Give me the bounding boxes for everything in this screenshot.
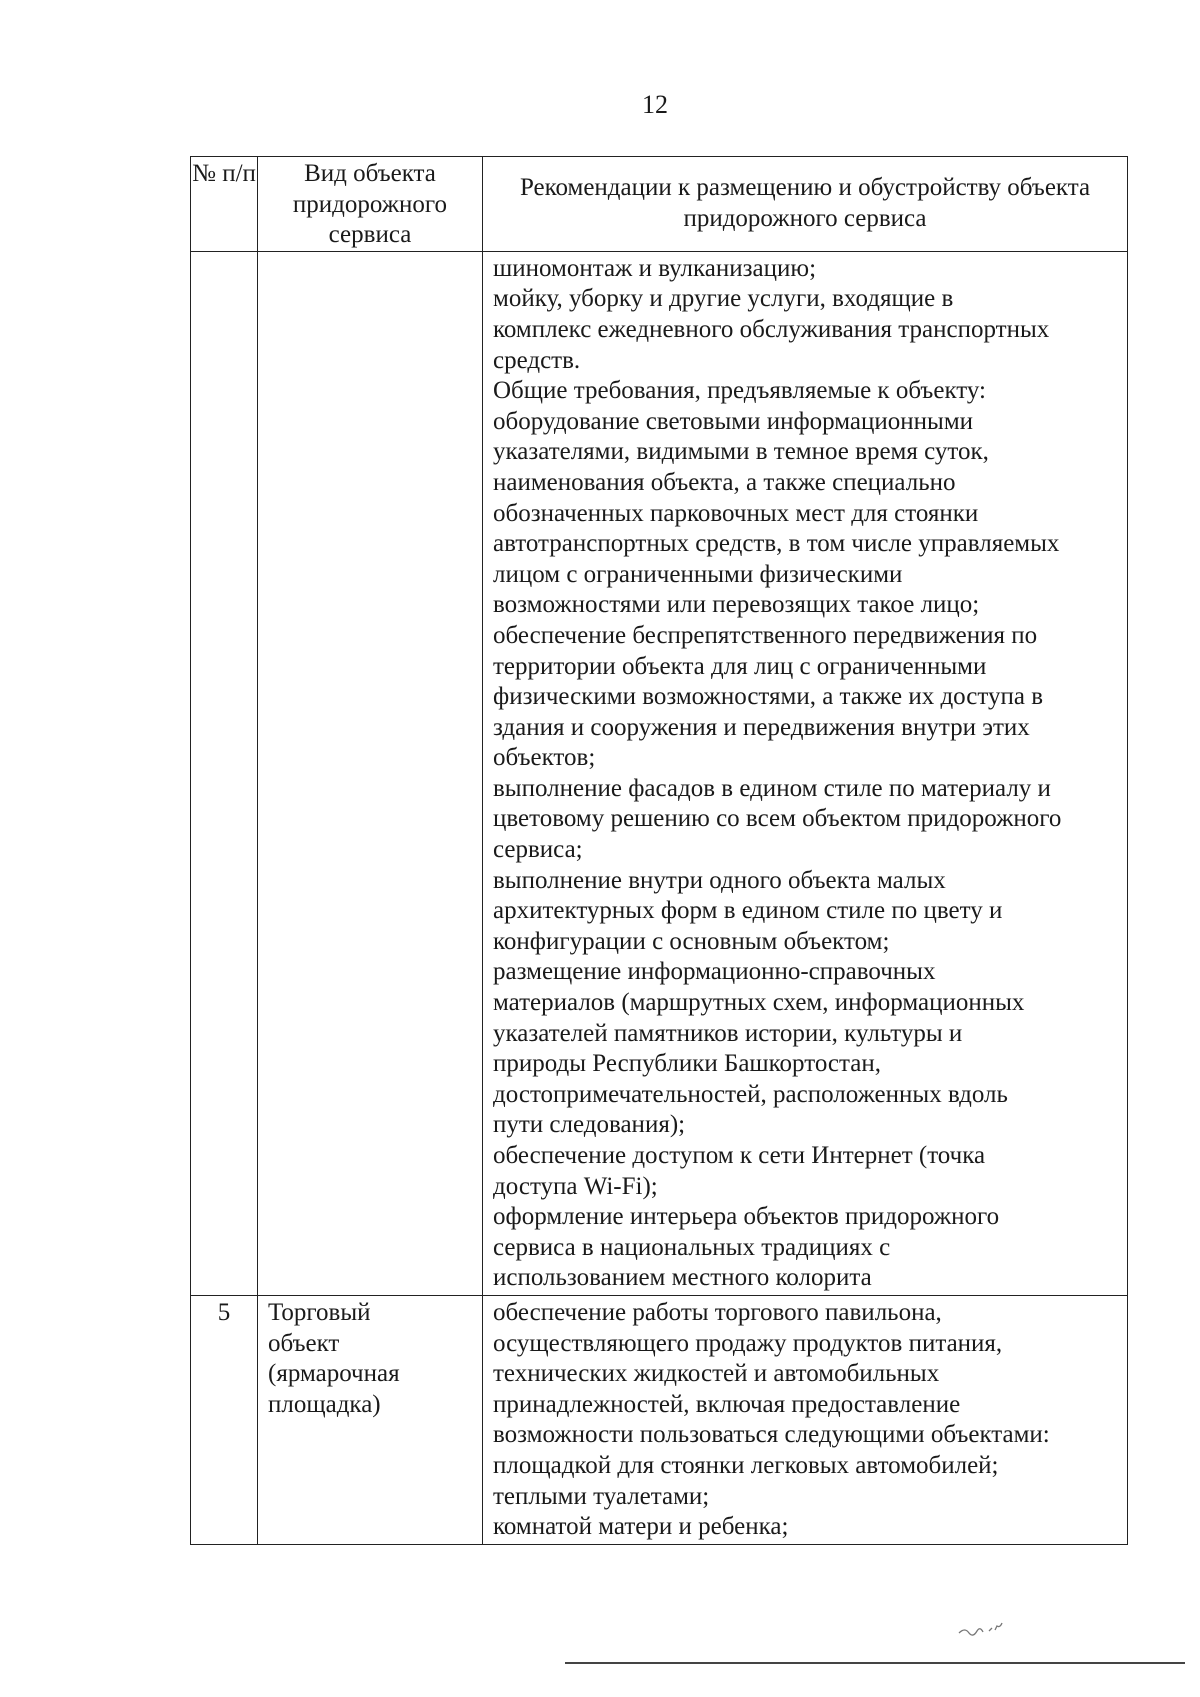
text-line: Торговый: [268, 1298, 371, 1326]
text-line: достопримечательностей, расположенных вдоль: [493, 1080, 1008, 1108]
text-line: выполнение фасадов в едином стиле по материалу и: [493, 774, 1051, 802]
text-line: архитектурных форм в едином стиле по цвету и: [493, 897, 1003, 925]
text-line: площадка): [268, 1390, 381, 1418]
text-line: физическими возможностями, а также их доступа в: [493, 683, 1044, 711]
text-line: (ярмарочная: [268, 1360, 400, 1388]
text-line: здания и сооружения и передвижения внутри этих: [493, 713, 1030, 741]
text-line: объектов;: [493, 744, 596, 772]
row-object-type: [258, 251, 483, 1295]
text-line: осуществляющего продажу продуктов питания,: [493, 1329, 1003, 1357]
text-line: возможности пользоваться следующими объектами:: [493, 1421, 1050, 1449]
text-line: указателями, видимыми в темное время суток,: [493, 438, 989, 466]
text-line: технических жидкостей и автомобильных: [493, 1360, 940, 1388]
page-number: 12: [642, 90, 668, 119]
text-line: мойку, уборку и другие услуги, входящие в: [493, 285, 954, 313]
text-line: использованием местного колорита: [493, 1264, 872, 1292]
text-line: конфигурации с основным объектом;: [493, 927, 890, 955]
text-line: возможностями или перевозящих такое лицо;: [493, 591, 980, 619]
ink-mark-icon: [955, 1615, 1015, 1640]
table-row: [191, 251, 1128, 1295]
text-line: цветовому решению со всем объектом придорожного: [493, 805, 1062, 833]
text-line: оформление интерьера объектов придорожного: [493, 1203, 1000, 1231]
text-line: природы Республики Башкортостан,: [493, 1050, 881, 1078]
text-line: материалов (маршрутных схем, информационных: [493, 989, 1025, 1017]
text-line: площадкой для стоянки легковых автомобилей;: [493, 1451, 999, 1479]
text-line: комнатой матери и ребенка;: [493, 1513, 789, 1541]
table-row: [191, 1295, 1128, 1544]
text-line: указателей памятников истории, культуры и: [493, 1019, 963, 1047]
text-line: объект: [268, 1329, 340, 1357]
text-line: обеспечение беспрепятственного передвижения по: [493, 621, 1038, 649]
text-line: шиномонтаж и вулканизацию;: [493, 254, 817, 282]
text-line: оборудование световыми информационными: [493, 407, 974, 435]
row-recommendations: [483, 251, 1128, 1295]
text-line: принадлежностей, включая предоставление: [493, 1390, 961, 1418]
header-object-type: Вид объекта придорожного сервиса: [258, 157, 483, 252]
text-line: теплыми туалетами;: [493, 1482, 710, 1510]
row-number: [191, 251, 258, 1295]
text-line: Общие требования, предъявляемые к объекту:: [493, 377, 986, 405]
row-number: 5: [191, 1295, 258, 1544]
table-header-row: [191, 157, 1128, 252]
text-line: лицом с ограниченными физическими: [493, 560, 903, 588]
text-line: доступа Wi-Fi);: [493, 1172, 658, 1200]
service-recommendations-table: [190, 156, 1128, 1545]
text-line: комплекс ежедневного обслуживания транспортных: [493, 315, 1050, 343]
text-line: пути следования);: [493, 1111, 686, 1139]
text-line: средств.: [493, 346, 581, 374]
text-line: обозначенных парковочных мест для стоянки: [493, 499, 979, 527]
text-line: наименования объекта, а также специально: [493, 468, 956, 496]
footer-rule: [565, 1662, 1185, 1664]
text-line: автотранспортных средств, в том числе управляемых: [493, 530, 1060, 558]
text-line: обеспечение доступом к сети Интернет (точка: [493, 1142, 986, 1169]
header-recommendations: Рекомендации к размещению и обустройству объекта придорожного сервиса: [483, 157, 1128, 252]
header-number: № п/п: [191, 157, 258, 252]
text-line: сервиса в национальных традициях с: [493, 1233, 891, 1261]
row-object-type: [258, 1295, 483, 1544]
text-line: сервиса;: [493, 836, 583, 864]
text-line: территории объекта для лиц с ограниченными: [493, 652, 987, 680]
row-recommendations: [483, 1295, 1128, 1544]
text-line: размещение информационно-справочных: [493, 958, 936, 986]
text-line: выполнение внутри одного объекта малых: [493, 866, 946, 894]
text-line: обеспечение работы торгового павильона,: [493, 1298, 942, 1326]
